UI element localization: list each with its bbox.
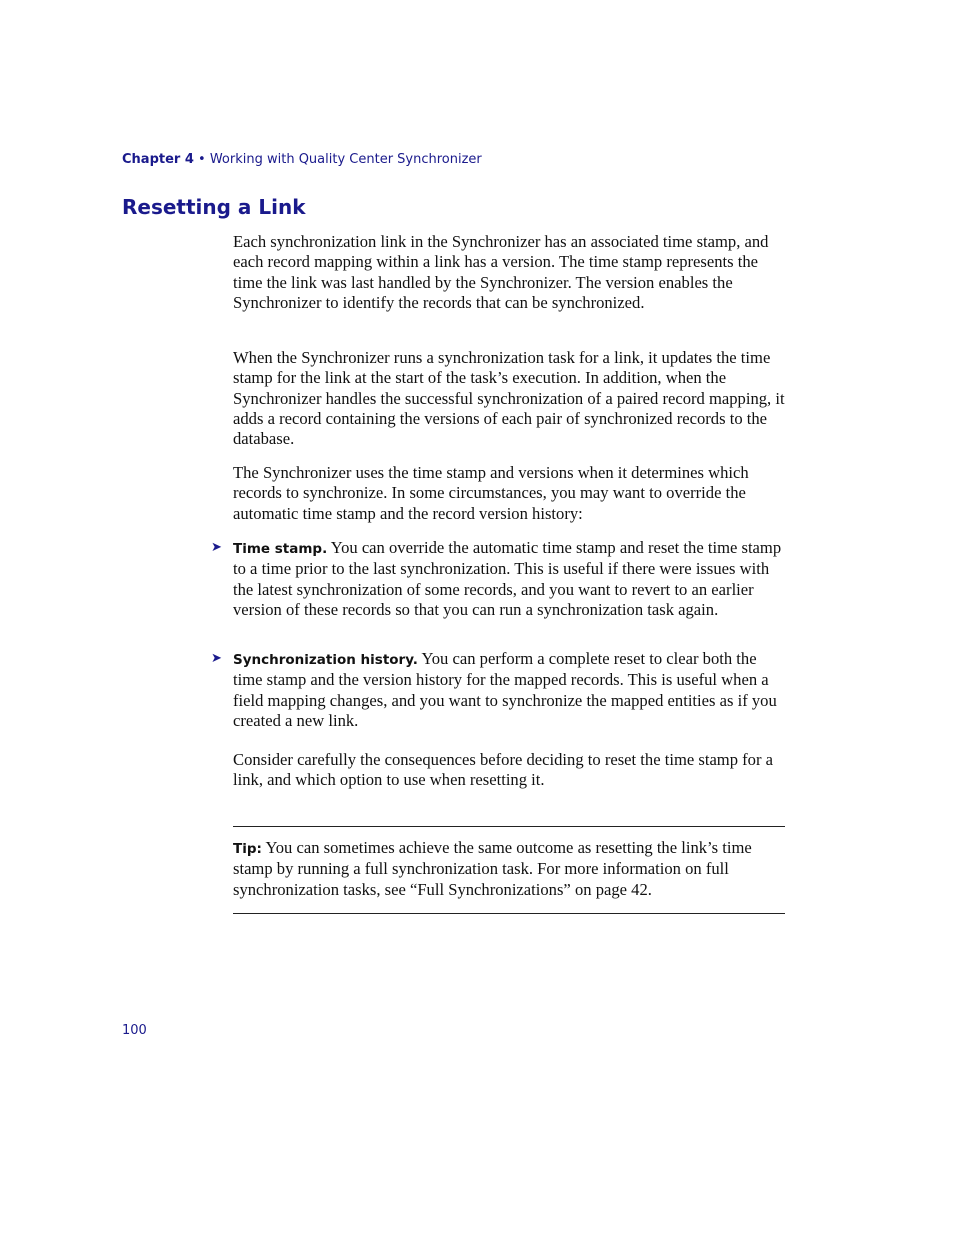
arrow-bullet-icon: ➤ <box>211 540 222 555</box>
bullet-text: You can override the automatic time stamp and reset the time stamp to a time prior to the last synchronization. This is useful if there were issues with the latest synchronization of some records, and you want to revert to an earlier version of these records so that you can run a synchronization task again. <box>233 538 782 619</box>
tip-box <box>233 838 785 900</box>
page-number: 100 <box>122 1023 147 1038</box>
paragraph-text: Each synchronization link in the Synchronizer has an associated time stamp, and each record mapping within a link has a version. The time stamp represents the time the link was last handled by the Synchronizer. The version enables the Synchronizer to identify the records that can be synchronized. <box>233 232 769 312</box>
bullet-item-synchronization-history <box>211 649 785 731</box>
header-separator: • <box>193 152 210 167</box>
paragraph-1 <box>233 232 785 313</box>
paragraph-text: The Synchronizer uses the time stamp and versions when it determines which records to synchronize. In some circumstances, you may want to override the automatic time stamp and the record version history: <box>233 463 749 523</box>
tip-label: Tip: <box>233 841 262 857</box>
bullet-lead-in: Time stamp. <box>233 541 328 557</box>
chapter-title: Working with Quality Center Synchronizer <box>209 152 482 167</box>
paragraph-text: Consider carefully the consequences before deciding to reset the time stamp for a link, and which option to use when resetting it. <box>233 750 774 790</box>
paragraph-text: When the Synchronizer runs a synchronization task for a link, it updates the time stamp for the link at the start of the task’s execution. In addition, when the Synchronizer handles the successful synchronization of a paired record mapping, it adds a record containing the versions of each pair of synchronized records to the database. <box>233 348 785 448</box>
tip-text: You can sometimes achieve the same outcome as resetting the link’s time stamp by running a full synchronization task. For more information on full synchronization tasks, see “Full Synchronizations” on page 42. <box>233 838 752 899</box>
bullet-text: You can perform a complete reset to clear both the time stamp and the version history for the mapped records. This is useful when a field mapping changes, and you want to synchronize the mapped entities as if you created a new link. <box>233 649 777 730</box>
paragraph-2 <box>233 348 785 449</box>
closing-paragraph <box>233 750 785 791</box>
tip-bottom-rule <box>233 913 785 914</box>
tip-top-rule <box>233 826 785 827</box>
bullet-lead-in: Synchronization history. <box>233 652 418 668</box>
bullet-item-time-stamp <box>211 538 785 620</box>
running-header <box>122 151 482 169</box>
arrow-bullet-icon: ➤ <box>211 651 222 666</box>
section-title: Resetting a Link <box>122 195 306 219</box>
chapter-number: Chapter 4 <box>122 152 194 167</box>
paragraph-3 <box>233 463 785 524</box>
